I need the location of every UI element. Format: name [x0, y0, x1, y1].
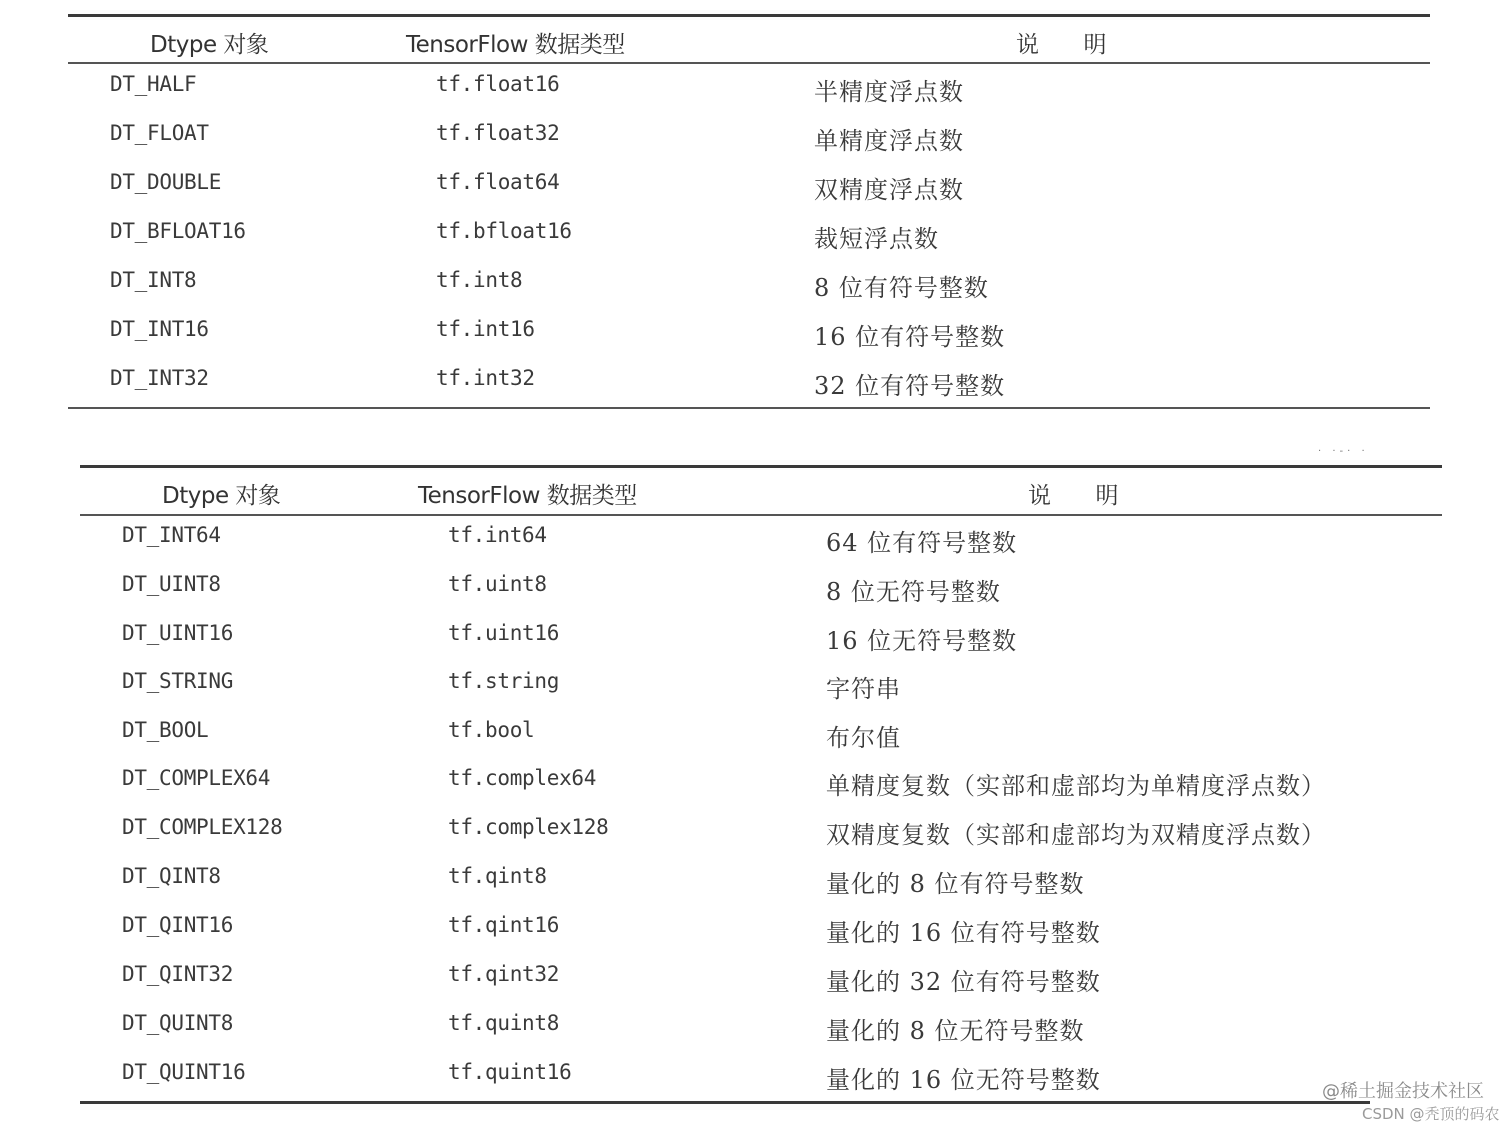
description-cell: 8 位有符号整数	[814, 274, 989, 302]
table-row	[68, 268, 1430, 308]
header-description: 说 明	[1028, 483, 1118, 509]
tf-type-cell: tf.float64	[436, 170, 560, 194]
dtype-cell: DT_QUINT8	[122, 1011, 234, 1035]
table-header	[80, 477, 1442, 507]
description-cell: 16 位有符号整数	[814, 323, 1006, 351]
tf-type-cell: tf.qint32	[448, 962, 560, 986]
description-cell: 单精度浮点数	[814, 127, 964, 155]
description-cell: 字符串	[826, 675, 901, 703]
tf-type-cell: tf.int64	[448, 523, 547, 547]
dtype-cell: DT_BFLOAT16	[110, 219, 246, 243]
table-row	[80, 1011, 1442, 1051]
page-mark: · ·-· ·	[1318, 446, 1369, 457]
tf-type-cell: tf.int16	[436, 317, 535, 341]
tf-type-cell: tf.quint8	[448, 1011, 560, 1035]
dtype-cell: DT_QINT32	[122, 962, 234, 986]
table-top-rule	[80, 465, 1442, 468]
table-row	[80, 766, 1442, 806]
dtype-cell: DT_QINT8	[122, 864, 221, 888]
header-description: 说 明	[1016, 32, 1106, 58]
header-rule	[80, 514, 1442, 516]
table-row	[80, 815, 1442, 855]
dtype-cell: DT_COMPLEX128	[122, 815, 283, 839]
tf-type-cell: tf.int32	[436, 366, 535, 390]
table-row	[68, 219, 1430, 259]
tf-type-cell: tf.uint8	[448, 572, 547, 596]
table-row	[80, 572, 1442, 612]
csdn-watermark: CSDN @秃顶的码农	[1362, 1105, 1500, 1123]
tf-type-cell: tf.complex128	[448, 815, 609, 839]
dtype-cell: DT_UINT16	[122, 621, 234, 645]
tf-type-cell: tf.uint16	[448, 621, 560, 645]
dtype-cell: DT_COMPLEX64	[122, 766, 271, 790]
tf-type-cell: tf.complex64	[448, 766, 597, 790]
description-cell: 量化的 8 位有符号整数	[826, 870, 1085, 898]
dtype-cell: DT_FLOAT	[110, 121, 209, 145]
description-cell: 量化的 16 位有符号整数	[826, 919, 1101, 947]
table-row	[68, 121, 1430, 161]
tf-type-cell: tf.qint16	[448, 913, 560, 937]
description-cell: 单精度复数（实部和虚部均为单精度浮点数）	[826, 772, 1326, 800]
table-row	[80, 621, 1442, 661]
dtype-cell: DT_STRING	[122, 669, 234, 693]
table-bottom-rule	[68, 407, 1430, 409]
dtype-cell: DT_QUINT16	[122, 1060, 246, 1084]
table-bottom-rule	[80, 1101, 1370, 1104]
description-cell: 裁短浮点数	[814, 225, 939, 253]
tf-type-cell: tf.float16	[436, 72, 560, 96]
header-rule	[68, 62, 1430, 64]
dtype-cell: DT_BOOL	[122, 718, 209, 742]
description-cell: 量化的 32 位有符号整数	[826, 968, 1101, 996]
dtype-cell: DT_INT32	[110, 366, 209, 390]
tf-type-cell: tf.bfloat16	[436, 219, 572, 243]
tf-type-cell: tf.quint16	[448, 1060, 572, 1084]
juejin-watermark: @稀土掘金技术社区	[1322, 1081, 1484, 1102]
header-dtype: Dtype 对象	[162, 483, 281, 509]
description-cell: 64 位有符号整数	[826, 529, 1018, 557]
dtype-table-2	[80, 465, 1442, 1110]
dtype-cell: DT_INT8	[110, 268, 197, 292]
header-tf-type: TensorFlow 数据类型	[418, 483, 637, 509]
description-cell: 8 位无符号整数	[826, 578, 1001, 606]
dtype-cell: DT_INT64	[122, 523, 221, 547]
table-row	[68, 170, 1430, 210]
table-row	[80, 669, 1442, 709]
table-row	[80, 523, 1442, 563]
header-tf-type: TensorFlow 数据类型	[406, 32, 625, 58]
tf-type-cell: tf.int8	[436, 268, 523, 292]
dtype-cell: DT_DOUBLE	[110, 170, 222, 194]
description-cell: 半精度浮点数	[814, 78, 964, 106]
dtype-cell: DT_QINT16	[122, 913, 234, 937]
dtype-table-1	[68, 14, 1430, 414]
description-cell: 32 位有符号整数	[814, 372, 1006, 400]
description-cell: 量化的 16 位无符号整数	[826, 1066, 1101, 1094]
table-header	[68, 26, 1430, 56]
table-row	[80, 1060, 1442, 1100]
dtype-cell: DT_UINT8	[122, 572, 221, 596]
table-top-rule	[68, 14, 1430, 17]
description-cell: 16 位无符号整数	[826, 627, 1018, 655]
table-row	[80, 962, 1442, 1002]
table-row	[80, 718, 1442, 758]
description-cell: 双精度复数（实部和虚部均为双精度浮点数）	[826, 821, 1326, 849]
dtype-cell: DT_INT16	[110, 317, 209, 341]
description-cell: 布尔值	[826, 724, 901, 752]
header-dtype: Dtype 对象	[150, 32, 269, 58]
tf-type-cell: tf.bool	[448, 718, 535, 742]
table-row	[80, 913, 1442, 953]
table-row	[68, 72, 1430, 112]
dtype-cell: DT_HALF	[110, 72, 197, 96]
table-row	[80, 864, 1442, 904]
table-row	[68, 317, 1430, 357]
description-cell: 量化的 8 位无符号整数	[826, 1017, 1085, 1045]
table-row	[68, 366, 1430, 406]
tf-type-cell: tf.string	[448, 669, 560, 693]
description-cell: 双精度浮点数	[814, 176, 964, 204]
tf-type-cell: tf.qint8	[448, 864, 547, 888]
tf-type-cell: tf.float32	[436, 121, 560, 145]
